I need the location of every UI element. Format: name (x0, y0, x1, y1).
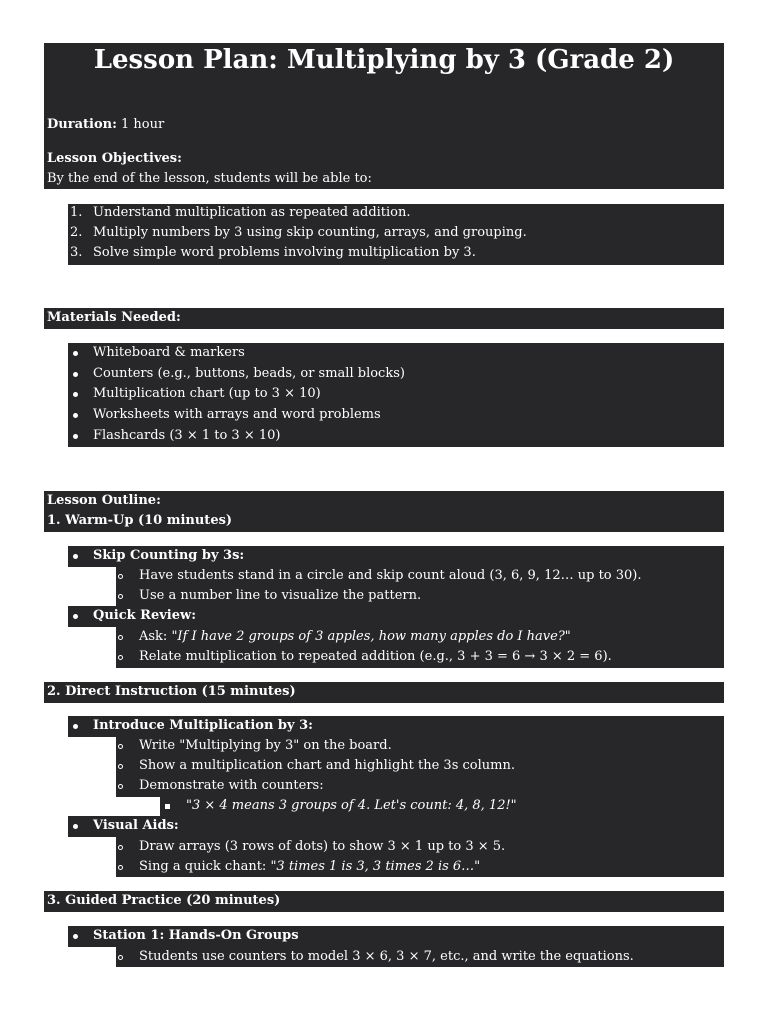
counters-quote: "3 × 4 means 3 groups of 4. Let's count: 4, 8, 12!" (186, 798, 517, 813)
circle-bullet-icon (118, 955, 123, 960)
circle-bullet-icon (118, 764, 123, 769)
list-number: 3. (70, 245, 83, 260)
list-item: Relate multiplication to repeated addition (e.g., 3 + 3 = 6 → 3 × 2 = 6). (139, 649, 612, 664)
list-number: 2. (70, 225, 83, 240)
quick-review-title: Quick Review: (93, 608, 196, 623)
circle-bullet-icon (118, 594, 123, 599)
list-item: Draw arrays (3 rows of dots) to show 3 × 1 up to 3 × 5. (139, 839, 506, 854)
list-item: Whiteboard & markers (93, 345, 245, 360)
guided-heading: 3. Guided Practice (20 minutes) (47, 893, 281, 908)
list-item: Multiplication chart (up to 3 × 10) (93, 386, 321, 401)
skip-counting-title: Skip Counting by 3s: (93, 548, 245, 563)
bullet-icon (73, 413, 78, 418)
list-item: Have students stand in a circle and skip count aloud (3, 6, 9, 12… up to 30). (139, 568, 642, 583)
outline-heading: Lesson Outline: (47, 493, 161, 508)
sing-quote: "3 times 1 is 3, 3 times 2 is 6…" (270, 859, 481, 874)
ask-quote: "If I have 2 groups of 3 apples, how many apples do I have?" (171, 629, 571, 644)
circle-bullet-icon (118, 655, 123, 660)
station-title: Station 1: Hands-On Groups (93, 928, 299, 943)
bullet-icon (73, 554, 78, 559)
duration-line (47, 115, 164, 135)
direct-heading: 2. Direct Instruction (15 minutes) (47, 684, 296, 699)
bullet-icon (73, 392, 78, 397)
materials-heading: Materials Needed: (47, 310, 181, 325)
list-item: Students use counters to model 3 × 6, 3 × 7, etc., and write the equations. (139, 949, 634, 964)
page-title: Lesson Plan: Multiplying by 3 (Grade 2) (93, 45, 675, 75)
warmup-heading: 1. Warm-Up (10 minutes) (47, 513, 233, 528)
circle-bullet-icon (118, 635, 123, 640)
list-item: Solve simple word problems involving multiplication by 3. (93, 245, 476, 260)
list-item: Demonstrate with counters: (139, 778, 324, 793)
bullet-icon (73, 614, 78, 619)
list-item: Use a number line to visualize the pattern. (139, 588, 422, 603)
introduce-title: Introduce Multiplication by 3: (93, 718, 313, 733)
objectives-heading: Lesson Objectives: (47, 151, 182, 166)
list-item (139, 857, 480, 877)
list-item: Write "Multiplying by 3" on the board. (139, 738, 392, 753)
visual-aids-title: Visual Aids: (93, 818, 179, 833)
circle-bullet-icon (118, 574, 123, 579)
duration-value: 1 hour (121, 117, 165, 132)
list-number: 1. (70, 205, 83, 220)
circle-bullet-icon (118, 784, 123, 789)
bullet-icon (73, 372, 78, 377)
square-bullet-icon (165, 804, 170, 809)
list-item: Worksheets with arrays and word problems (93, 407, 381, 422)
bullet-icon (73, 434, 78, 439)
circle-bullet-icon (118, 845, 123, 850)
list-item: Flashcards (3 × 1 to 3 × 10) (93, 428, 281, 443)
circle-bullet-icon (118, 744, 123, 749)
bullet-icon (73, 824, 78, 829)
list-item: Understand multiplication as repeated addition. (93, 205, 411, 220)
duration-label: Duration: (47, 117, 117, 132)
list-item: Counters (e.g., buttons, beads, or small blocks) (93, 366, 405, 381)
list-item (139, 627, 571, 647)
circle-bullet-icon (118, 865, 123, 870)
sing-label: Sing a quick chant: (139, 859, 271, 874)
objectives-intro: By the end of the lesson, students will be able to: (47, 171, 372, 186)
bullet-icon (73, 724, 78, 729)
bullet-icon (73, 351, 78, 356)
list-item: Multiply numbers by 3 using skip counting, arrays, and grouping. (93, 225, 527, 240)
bullet-icon (73, 934, 78, 939)
list-item: Show a multiplication chart and highlight the 3s column. (139, 758, 515, 773)
ask-label: Ask: (139, 629, 172, 644)
